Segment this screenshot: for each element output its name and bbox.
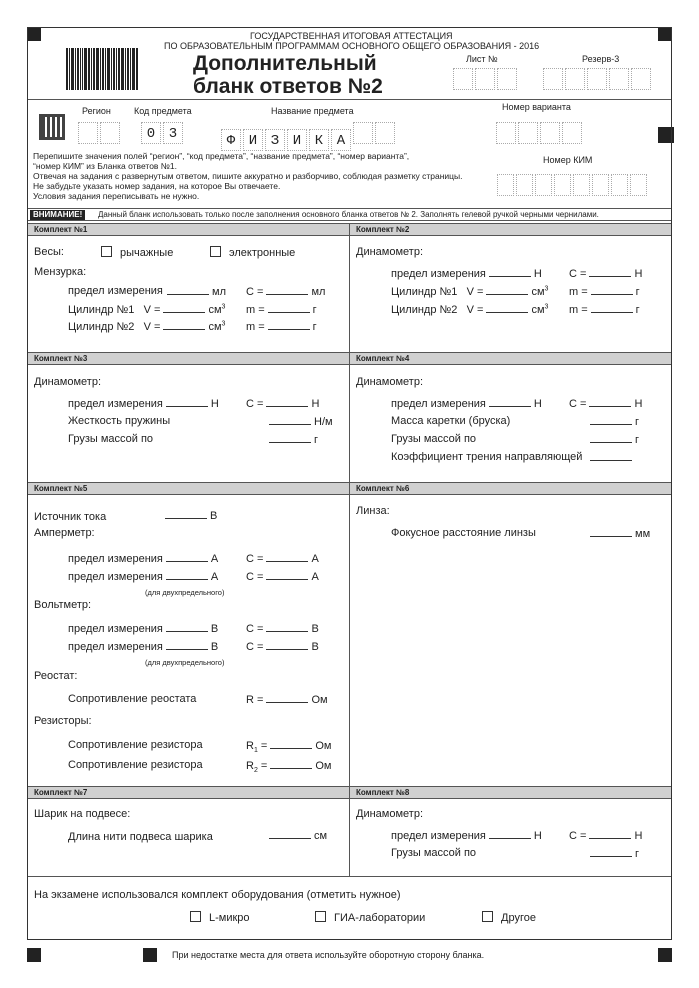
checkbox[interactable] (190, 911, 201, 922)
k4-limit-row[interactable]: предел измерения Н (391, 398, 542, 410)
k5-ammeter-label: Амперметр: (34, 527, 95, 539)
k5-res1-field[interactable]: $R_1$ = Ом (246, 740, 332, 755)
k4-friction-field[interactable] (587, 451, 635, 464)
equipment-question: На экзамене использовался комплект оборудования (отметить нужное) (34, 889, 401, 901)
k2-cyl1-mass[interactable]: m = г (569, 286, 640, 298)
instruction-line: Не забудьте указать номер задания, на которое Вы отвечаете. (33, 181, 281, 191)
k5-res2-field[interactable]: $R_2$ = Ом (246, 760, 332, 775)
k1-cyl1-mass[interactable]: m = г (246, 304, 317, 316)
column-divider (349, 223, 350, 876)
k5-header: Комплект №5 (28, 482, 349, 495)
k6-lens-label: Линза: (356, 505, 390, 517)
k4-weights-field[interactable]: г (587, 433, 639, 446)
divider (28, 876, 671, 877)
kim-label: Номер КИМ (543, 155, 593, 165)
k4-header: Комплект №4 (350, 352, 671, 365)
equipment-opt-other[interactable]: Другое (482, 911, 536, 924)
kim-field[interactable] (497, 174, 649, 199)
k5-dual-note: (для двухпредельного) (145, 658, 225, 667)
k5-rheostat-res-label: Сопротивление реостата (68, 693, 197, 705)
k3-limit-row[interactable]: предел измерения Н (68, 398, 219, 410)
equipment-opt-gia[interactable]: ГИА-лаборатории (315, 911, 425, 924)
k2-limit-row[interactable]: предел измерения Н (391, 268, 542, 280)
instruction-line: Отвечая на задания с развернутым ответом, пишите аккуратно и разборчиво, соблюдая разметку страницы. (33, 171, 463, 181)
k4-dyn-label: Динамометр: (356, 376, 423, 388)
qr-code-icon (39, 114, 65, 140)
subject-name-field[interactable]: Ф И З И К А (221, 122, 397, 151)
k7-header: Комплект №7 (28, 786, 349, 799)
k1-cyl2-mass[interactable]: m = г (246, 321, 317, 333)
k6-header: Комплект №6 (350, 482, 671, 495)
corner-marker (658, 948, 672, 962)
k5-amm-c2[interactable]: С = А (246, 571, 319, 583)
k4-cart-field[interactable]: г (587, 415, 639, 428)
k3-stiffness-field[interactable]: Н/м (266, 415, 333, 428)
subject-code-field[interactable]: 0 3 (141, 122, 185, 144)
k5-res1-label: Сопротивление резистора (68, 739, 203, 751)
instruction-line: Условия задания переписывать не нужно. (33, 191, 200, 201)
k2-cyl1-row[interactable]: Цилиндр №1 $V = см^3$ (391, 285, 549, 298)
k3-c-field[interactable]: С = Н (246, 398, 320, 410)
k5-volt-limit2[interactable]: предел измерения В (68, 641, 219, 653)
k4-friction-label: Коэффициент трения направляющей (391, 451, 583, 463)
header-line2: ПО ОБРАЗОВАТЕЛЬНЫМ ПРОГРАММАМ ОСНОВНОГО ОБЩЕГО ОБРАЗОВАНИЯ - 2016 (164, 41, 540, 51)
k3-header: Комплект №3 (28, 352, 349, 365)
divider (28, 99, 671, 100)
subject-name-label: Название предмета (271, 106, 354, 116)
instruction-line: “номер КИМ” из Бланка ответов №1. (33, 161, 178, 171)
variant-label: Номер варианта (502, 102, 571, 112)
k7-thread-label: Длина нити подвеса шарика (68, 831, 213, 843)
k5-resistors-label: Резисторы: (34, 715, 92, 727)
k4-c-field[interactable]: С = Н (569, 398, 643, 410)
k5-volt-limit1[interactable]: предел измерения В (68, 623, 219, 635)
k5-amm-limit1[interactable]: предел измерения А (68, 553, 219, 565)
k5-source-label: Источник тока (34, 511, 107, 523)
subject-code-label: Код предмета (134, 106, 192, 116)
k1-cyl2-row[interactable]: Цилиндр №2 $V = см^3$ (68, 320, 226, 333)
k5-source-field[interactable]: В (162, 509, 217, 522)
corner-marker (143, 948, 157, 962)
k2-cyl2-mass[interactable]: m = г (569, 304, 640, 316)
k2-cyl2-row[interactable]: Цилиндр №2 $V = см^3$ (391, 303, 549, 316)
region-label: Регион (82, 106, 111, 116)
k4-cart-label: Масса каретки (бруска) (391, 415, 511, 427)
checkbox[interactable] (482, 911, 493, 922)
k2-header: Комплект №2 (350, 223, 671, 236)
k5-rheostat-field[interactable]: R = Ом (246, 694, 328, 706)
k7-thread-field[interactable]: см (266, 829, 327, 842)
k1-scales-label: Весы: (34, 246, 64, 258)
checkbox[interactable] (315, 911, 326, 922)
variant-field[interactable] (496, 122, 584, 147)
k8-weights-label: Грузы массой по (391, 847, 477, 859)
k1-cyl1-row[interactable]: Цилиндр №1 $V = см^3$ (68, 303, 226, 316)
attention-bar (28, 208, 671, 221)
reserve-label: Резерв-3 (582, 54, 620, 64)
k8-weights-field[interactable]: г (587, 847, 639, 860)
k2-c-field[interactable]: С = Н (569, 268, 643, 280)
equipment-opt-lmicro[interactable]: L-микро (190, 911, 250, 924)
region-field[interactable] (78, 122, 122, 147)
k5-amm-c1[interactable]: С = А (246, 553, 319, 565)
k1-opt-lever[interactable]: рычажные (101, 246, 173, 259)
form-title-2: бланк ответов №2 (193, 75, 383, 98)
attention-label: ВНИМАНИЕ! (30, 210, 85, 220)
k3-weights-label: Грузы массой по (68, 433, 154, 445)
k1-opt-electronic[interactable]: электронные (210, 246, 295, 259)
k4-weights-label: Грузы массой по (391, 433, 477, 445)
k6-focal-field[interactable]: мм (587, 527, 650, 540)
k7-ball-label: Шарик на подвесе: (34, 808, 131, 820)
k1-c-field[interactable]: С = мл (246, 286, 326, 298)
k8-header: Комплект №8 (350, 786, 671, 799)
barcode (66, 48, 142, 90)
form-title-1: Дополнительный (193, 52, 377, 75)
checkbox[interactable] (101, 246, 112, 257)
k3-stiffness-label: Жесткость пружины (68, 415, 171, 427)
attention-text: Данный бланк использовать только после заполнения основного бланка ответов № 2. Заполнять гелевой ручкой черными чернилами. (98, 210, 599, 219)
k1-header: Комплект №1 (28, 223, 349, 236)
k3-dyn-label: Динамометр: (34, 376, 101, 388)
sheet-number-field[interactable] (453, 68, 519, 93)
k5-dual-note: (для двухпредельного) (145, 588, 225, 597)
footer-note: При недостатке места для ответа используйте оборотную сторону бланка. (172, 950, 485, 960)
k5-res2-label: Сопротивление резистора (68, 759, 203, 771)
k8-c-field[interactable]: С = Н (569, 830, 643, 842)
header-line1: ГОСУДАРСТВЕННАЯ ИТОГОВАЯ АТТЕСТАЦИЯ (250, 31, 453, 41)
k5-amm-limit2[interactable]: предел измерения А (68, 571, 219, 583)
k5-rheostat-label: Реостат: (34, 670, 78, 682)
sheet-label: Лист № (466, 54, 498, 64)
k3-weights-field[interactable]: г (266, 433, 318, 446)
k5-voltmeter-label: Вольтметр: (34, 599, 92, 611)
k6-focal-label: Фокусное расстояние линзы (391, 527, 536, 539)
k1-limit-row: предел измерения (68, 285, 163, 297)
k5-volt-c1[interactable]: С = В (246, 623, 319, 635)
corner-marker (27, 948, 41, 962)
k5-volt-c2[interactable]: С = В (246, 641, 319, 653)
k8-dyn-label: Динамометр: (356, 808, 423, 820)
k1-limit-field[interactable]: мл (164, 285, 226, 298)
instruction-line: Перепишите значения полей “регион”, “код предмета”, “название предмета”, “номер варианта”, (33, 151, 410, 161)
k8-limit-row[interactable]: предел измерения Н (391, 830, 542, 842)
checkbox[interactable] (210, 246, 221, 257)
k2-dyn-label: Динамометр: (356, 246, 423, 258)
reserve-field[interactable] (543, 68, 653, 93)
k1-menzurka-label: Мензурка: (34, 266, 87, 278)
